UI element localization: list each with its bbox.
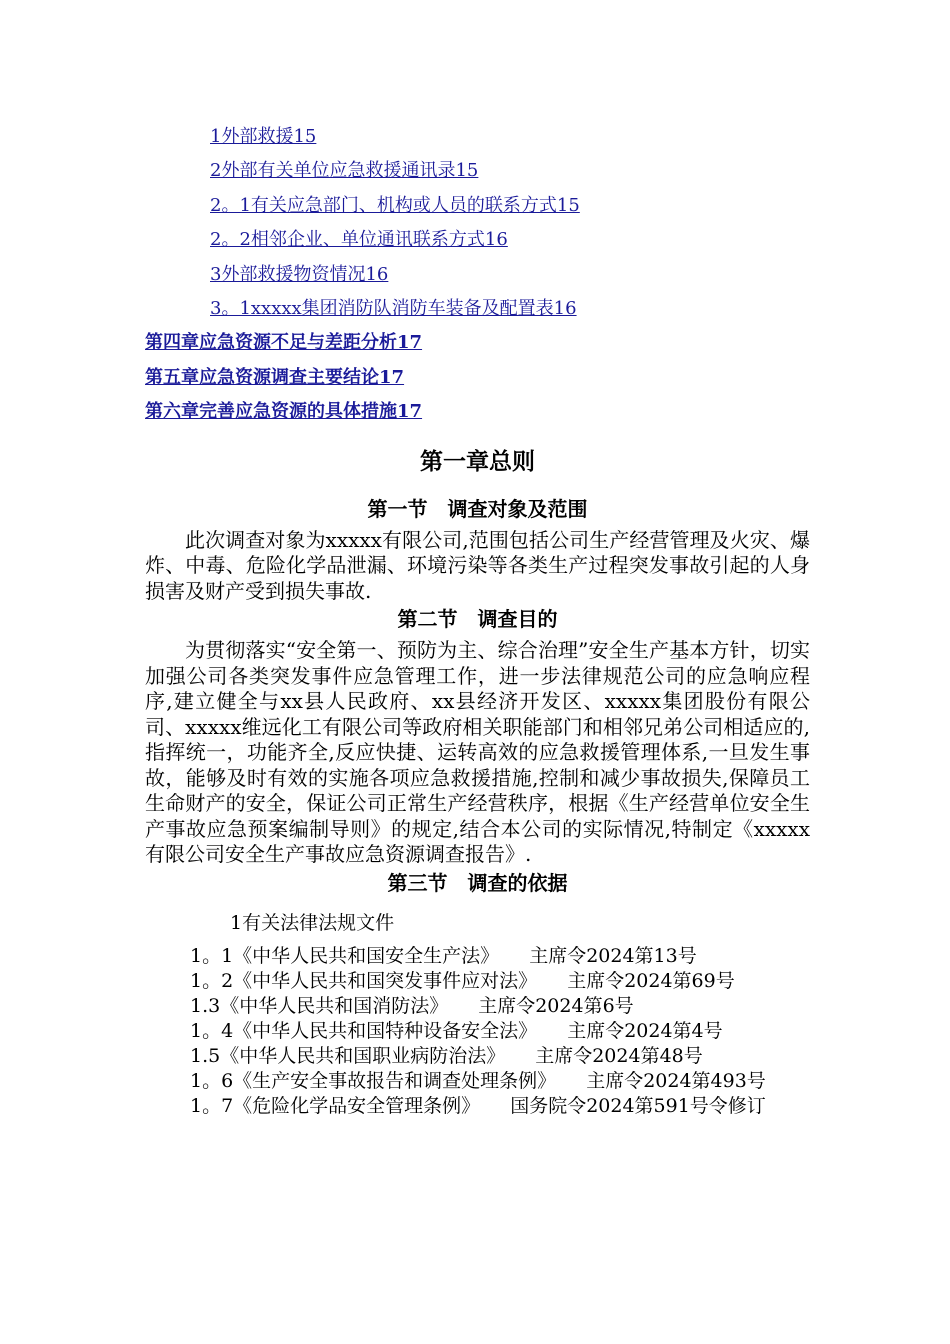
law-order: 主席令2024第13号 xyxy=(529,944,697,967)
law-order: 主席令2024第48号 xyxy=(535,1044,703,1067)
law-item xyxy=(145,1044,810,1069)
chapter-title: 第一章总则 xyxy=(420,447,535,475)
toc xyxy=(145,122,810,432)
section-2-text: 为贯彻落实“安全第一、预防为主、综合治理”安全生产基本方针，切实加强公司各类突发事件应急管理工作，进一步法律规范公司的应急响应程序,建立健全与xx县人民政府、xx县经济开发区、xxxxx集团股份有限公司、xxxxx维远化工有限公司等政府相关职能部门和相邻兄弟公司相适应的,指挥统一，功能齐全,反应快捷、运转高效的应急救援管理体系,一旦发生事故，能够及时有效的实施各项应急救援措施,控制和减少事故损失,保障员工生命财产的安全，保证公司正常生产经营秩序，根据《生产经营单位安全生产事故应急预案编制导则》的规定,结合本公司的实际情况,特制定《xxxxx有限公司安全生产事故应急资源调查报告》. xyxy=(145,638,810,867)
toc-link-chapter-4[interactable]: 第四章应急资源不足与差距分析17 xyxy=(145,332,423,354)
law-title: 1.5《中华人民共和国职业病防治法》 xyxy=(190,1044,506,1067)
section-1-text: 此次调查对象为xxxxx有限公司,范围包括公司生产经营管理及火灾、爆炸、中毒、危险化学品泄漏、环境污染等各类生产过程突发事故引起的人身损害及财产受到损失事故. xyxy=(145,527,810,603)
toc-link-chapter-5[interactable]: 第五章应急资源调查主要结论17 xyxy=(145,366,405,388)
law-item xyxy=(145,969,810,994)
toc-link-fire-equipment[interactable]: 3。1xxxxx集团消防队消防车装备及配置表16 xyxy=(210,297,577,319)
law-order: 主席令2024第69号 xyxy=(567,969,735,992)
law-list xyxy=(145,944,810,1119)
law-order: 主席令2024第6号 xyxy=(478,994,634,1017)
section-2-title: 第二节 调查目的 xyxy=(397,607,558,632)
document-page xyxy=(145,122,810,1119)
law-title: 1。1《中华人民共和国安全生产法》 xyxy=(190,944,500,967)
law-item xyxy=(145,1069,810,1094)
law-item xyxy=(145,944,810,969)
law-item xyxy=(145,994,810,1019)
law-title: 1。2《中华人民共和国突发事件应对法》 xyxy=(190,969,538,992)
toc-link-neighbor-units[interactable]: 2。2相邻企业、单位通讯联系方式16 xyxy=(210,229,508,251)
law-order: 国务院令2024第591号令修订 xyxy=(510,1094,766,1117)
law-title: 1。4《中华人民共和国特种设备安全法》 xyxy=(190,1019,538,1042)
law-title: 1.3《中华人民共和国消防法》 xyxy=(190,994,449,1017)
toc-link-chapter-6[interactable]: 第六章完善应急资源的具体措施17 xyxy=(145,401,423,423)
section-3-title: 第三节 调查的依据 xyxy=(387,870,568,895)
toc-link-rescue-materials[interactable]: 3外部救援物资情况16 xyxy=(210,263,389,285)
laws-subheading: 1有关法律法规文件 xyxy=(230,911,395,934)
toc-link-emergency-departments[interactable]: 2。1有关应急部门、机构或人员的联系方式15 xyxy=(210,194,580,216)
toc-link-external-rescue[interactable]: 1外部救援15 xyxy=(210,126,317,147)
law-item xyxy=(145,1094,810,1119)
law-order: 主席令2024第493号 xyxy=(586,1069,766,1092)
law-order: 主席令2024第4号 xyxy=(567,1019,723,1042)
law-title: 1。6《生产安全事故报告和调查处理条例》 xyxy=(190,1069,557,1092)
law-item xyxy=(145,1019,810,1044)
toc-link-external-contacts[interactable]: 2外部有关单位应急救援通讯录15 xyxy=(210,160,479,182)
section-1-title: 第一节 调查对象及范围 xyxy=(367,496,588,521)
law-title: 1。7《危险化学品安全管理条例》 xyxy=(190,1094,481,1117)
